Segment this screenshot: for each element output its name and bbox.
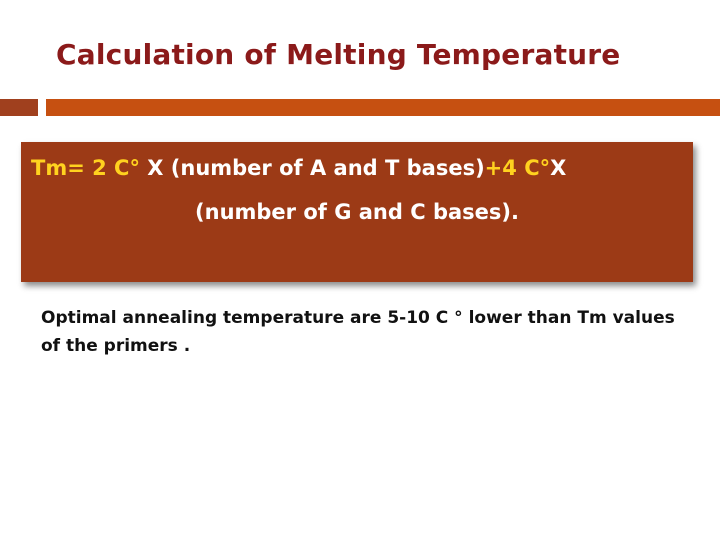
formula-at-term: X (number of A and T bases) (139, 156, 485, 180)
annealing-note: Optimal annealing temperature are 5-10 C ° lower than Tm values of the primers . (41, 308, 675, 356)
formula-gc-coefficient: +4 C° (484, 156, 551, 180)
slide-title: Calculation of Melting Temperature (56, 38, 621, 71)
title-divider-small (0, 99, 38, 116)
formula-box (21, 142, 693, 282)
title-divider-bar (46, 99, 720, 116)
formula-multiply: X (550, 156, 567, 180)
formula-line-1 (31, 156, 691, 180)
formula-line-2: (number of G and C bases). (195, 200, 519, 224)
formula-tm-coefficient: Tm= 2 C° (31, 156, 140, 180)
